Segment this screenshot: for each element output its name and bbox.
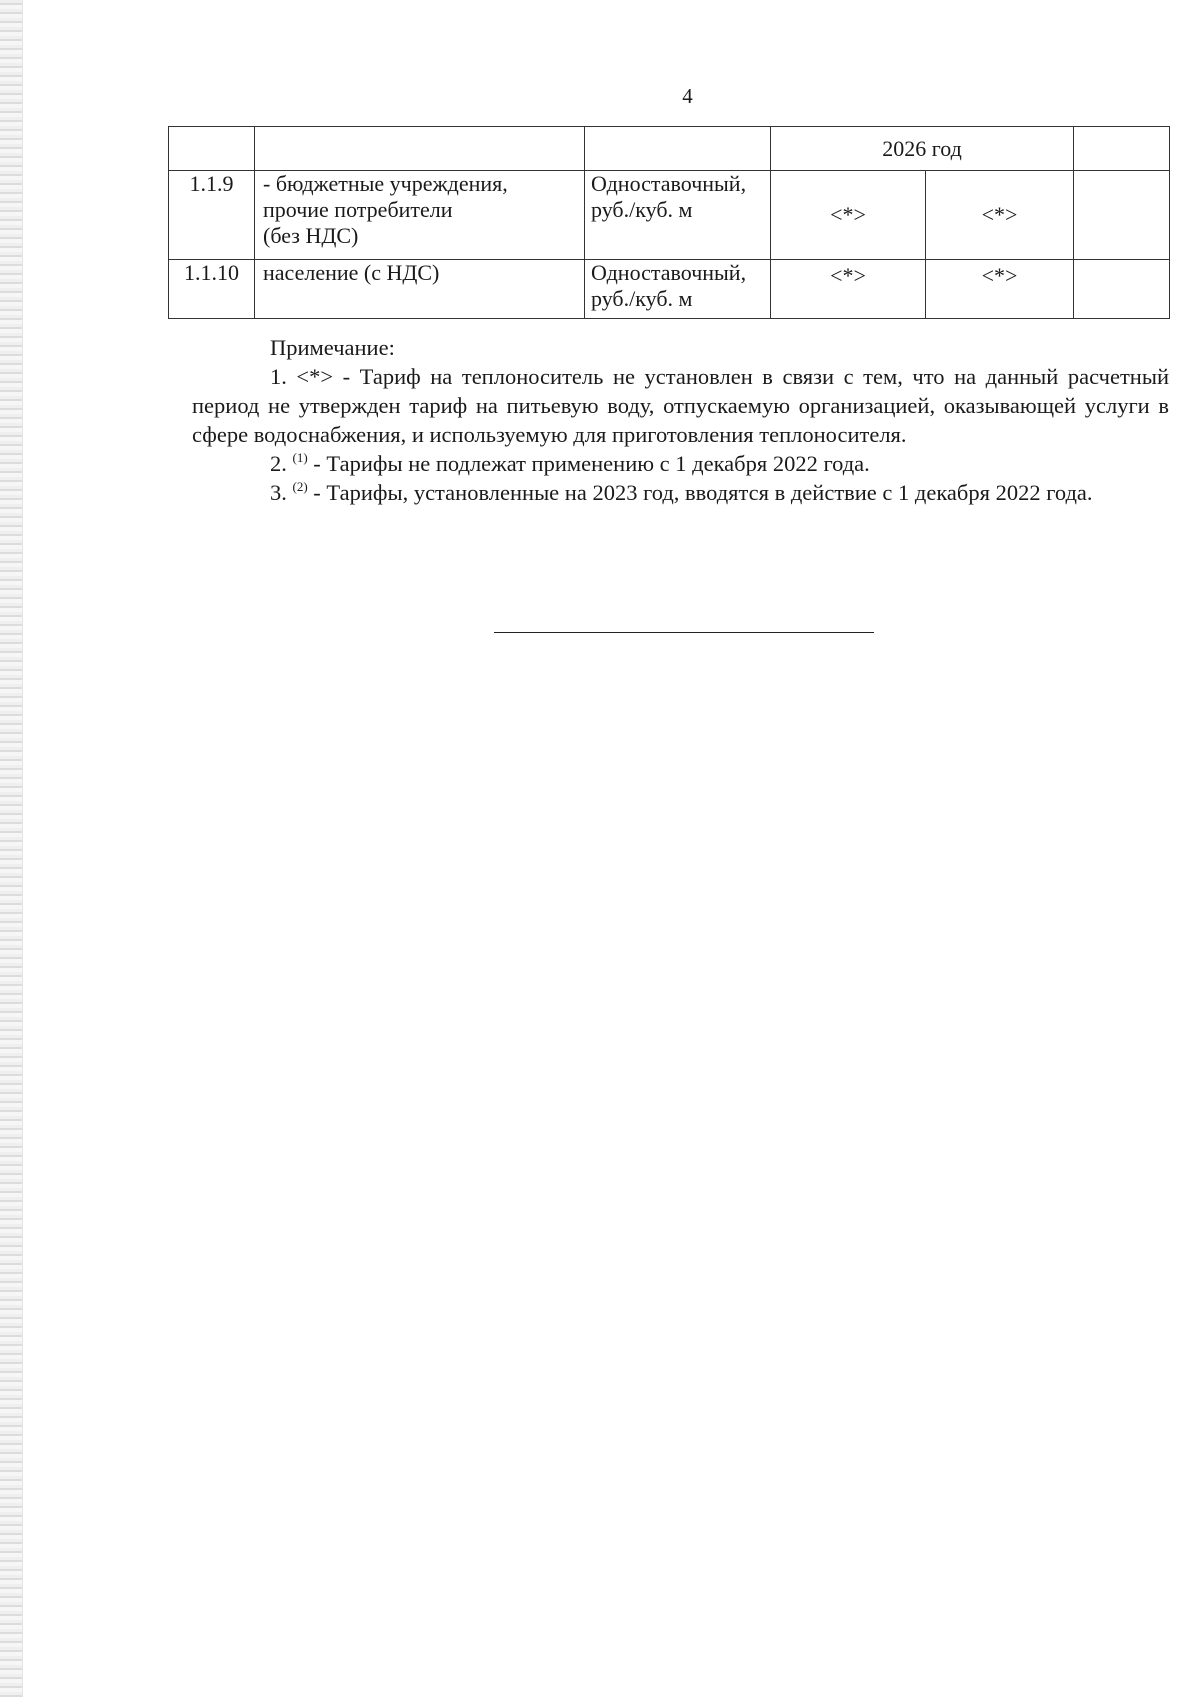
page-number: 4 [682,84,693,108]
row-number: 1.1.10 [169,260,255,319]
tariff-type-line: Одноставочный, [591,171,747,196]
note-1: 1. <*> - Тариф на теплоноситель не установлен в связи с тем, что на данный расчетный период не утвержден тариф на питьевую воду, отпускаемую организацией, оказывающей услуги в сфере водоснабжения, и используемую для приготовления теплоносителя. [192,364,1169,447]
header-year-label: 2026 год [771,127,1074,171]
tariff-type-line: руб./куб. м [591,286,693,311]
tariff-value-2: <*> [926,260,1074,319]
tariff-value-1: <*> [771,171,926,260]
header-cell-extra [1074,127,1170,171]
tariff-table [168,126,1170,319]
empty-cell [1074,260,1170,319]
tariff-value-1: <*> [771,260,926,319]
consumer-line: - бюджетные учреждения, [263,171,508,196]
tariff-type-cell [585,171,771,260]
notes-heading: Примечание: [270,335,395,360]
table-row [169,171,1170,260]
note-3-prefix: 3. [270,480,287,505]
footnote-marker-2: (2) [292,479,308,494]
table-row [169,260,1170,319]
consumer-cell [255,171,585,260]
consumer-line: (без НДС) [263,223,359,248]
note-2-prefix: 2. [270,451,287,476]
notes-section [192,333,1169,507]
table-header-row [169,127,1170,171]
tariff-value-2: <*> [926,171,1074,260]
note-2 [192,449,1169,478]
header-cell-type [585,127,771,171]
tariff-type-cell [585,260,771,319]
consumer-cell [255,260,585,319]
tariff-type-line: Одноставочный, [591,260,747,285]
header-cell-consumer [255,127,585,171]
row-number: 1.1.9 [169,171,255,260]
consumer-line: прочие потребители [263,197,453,222]
scan-binding-edge [0,0,23,1697]
header-cell-num [169,127,255,171]
footnote-marker-1: (1) [292,450,308,465]
end-of-document-line [494,632,874,633]
note-2-text: - Тарифы не подлежат применению с 1 декабря 2022 года. [313,451,870,476]
note-3 [192,478,1169,507]
note-3-text: - Тарифы, установленные на 2023 год, вводятся в действие с 1 декабря 2022 года. [313,480,1093,505]
empty-cell [1074,171,1170,260]
consumer-line: население (с НДС) [263,260,440,285]
tariff-type-line: руб./куб. м [591,197,693,222]
